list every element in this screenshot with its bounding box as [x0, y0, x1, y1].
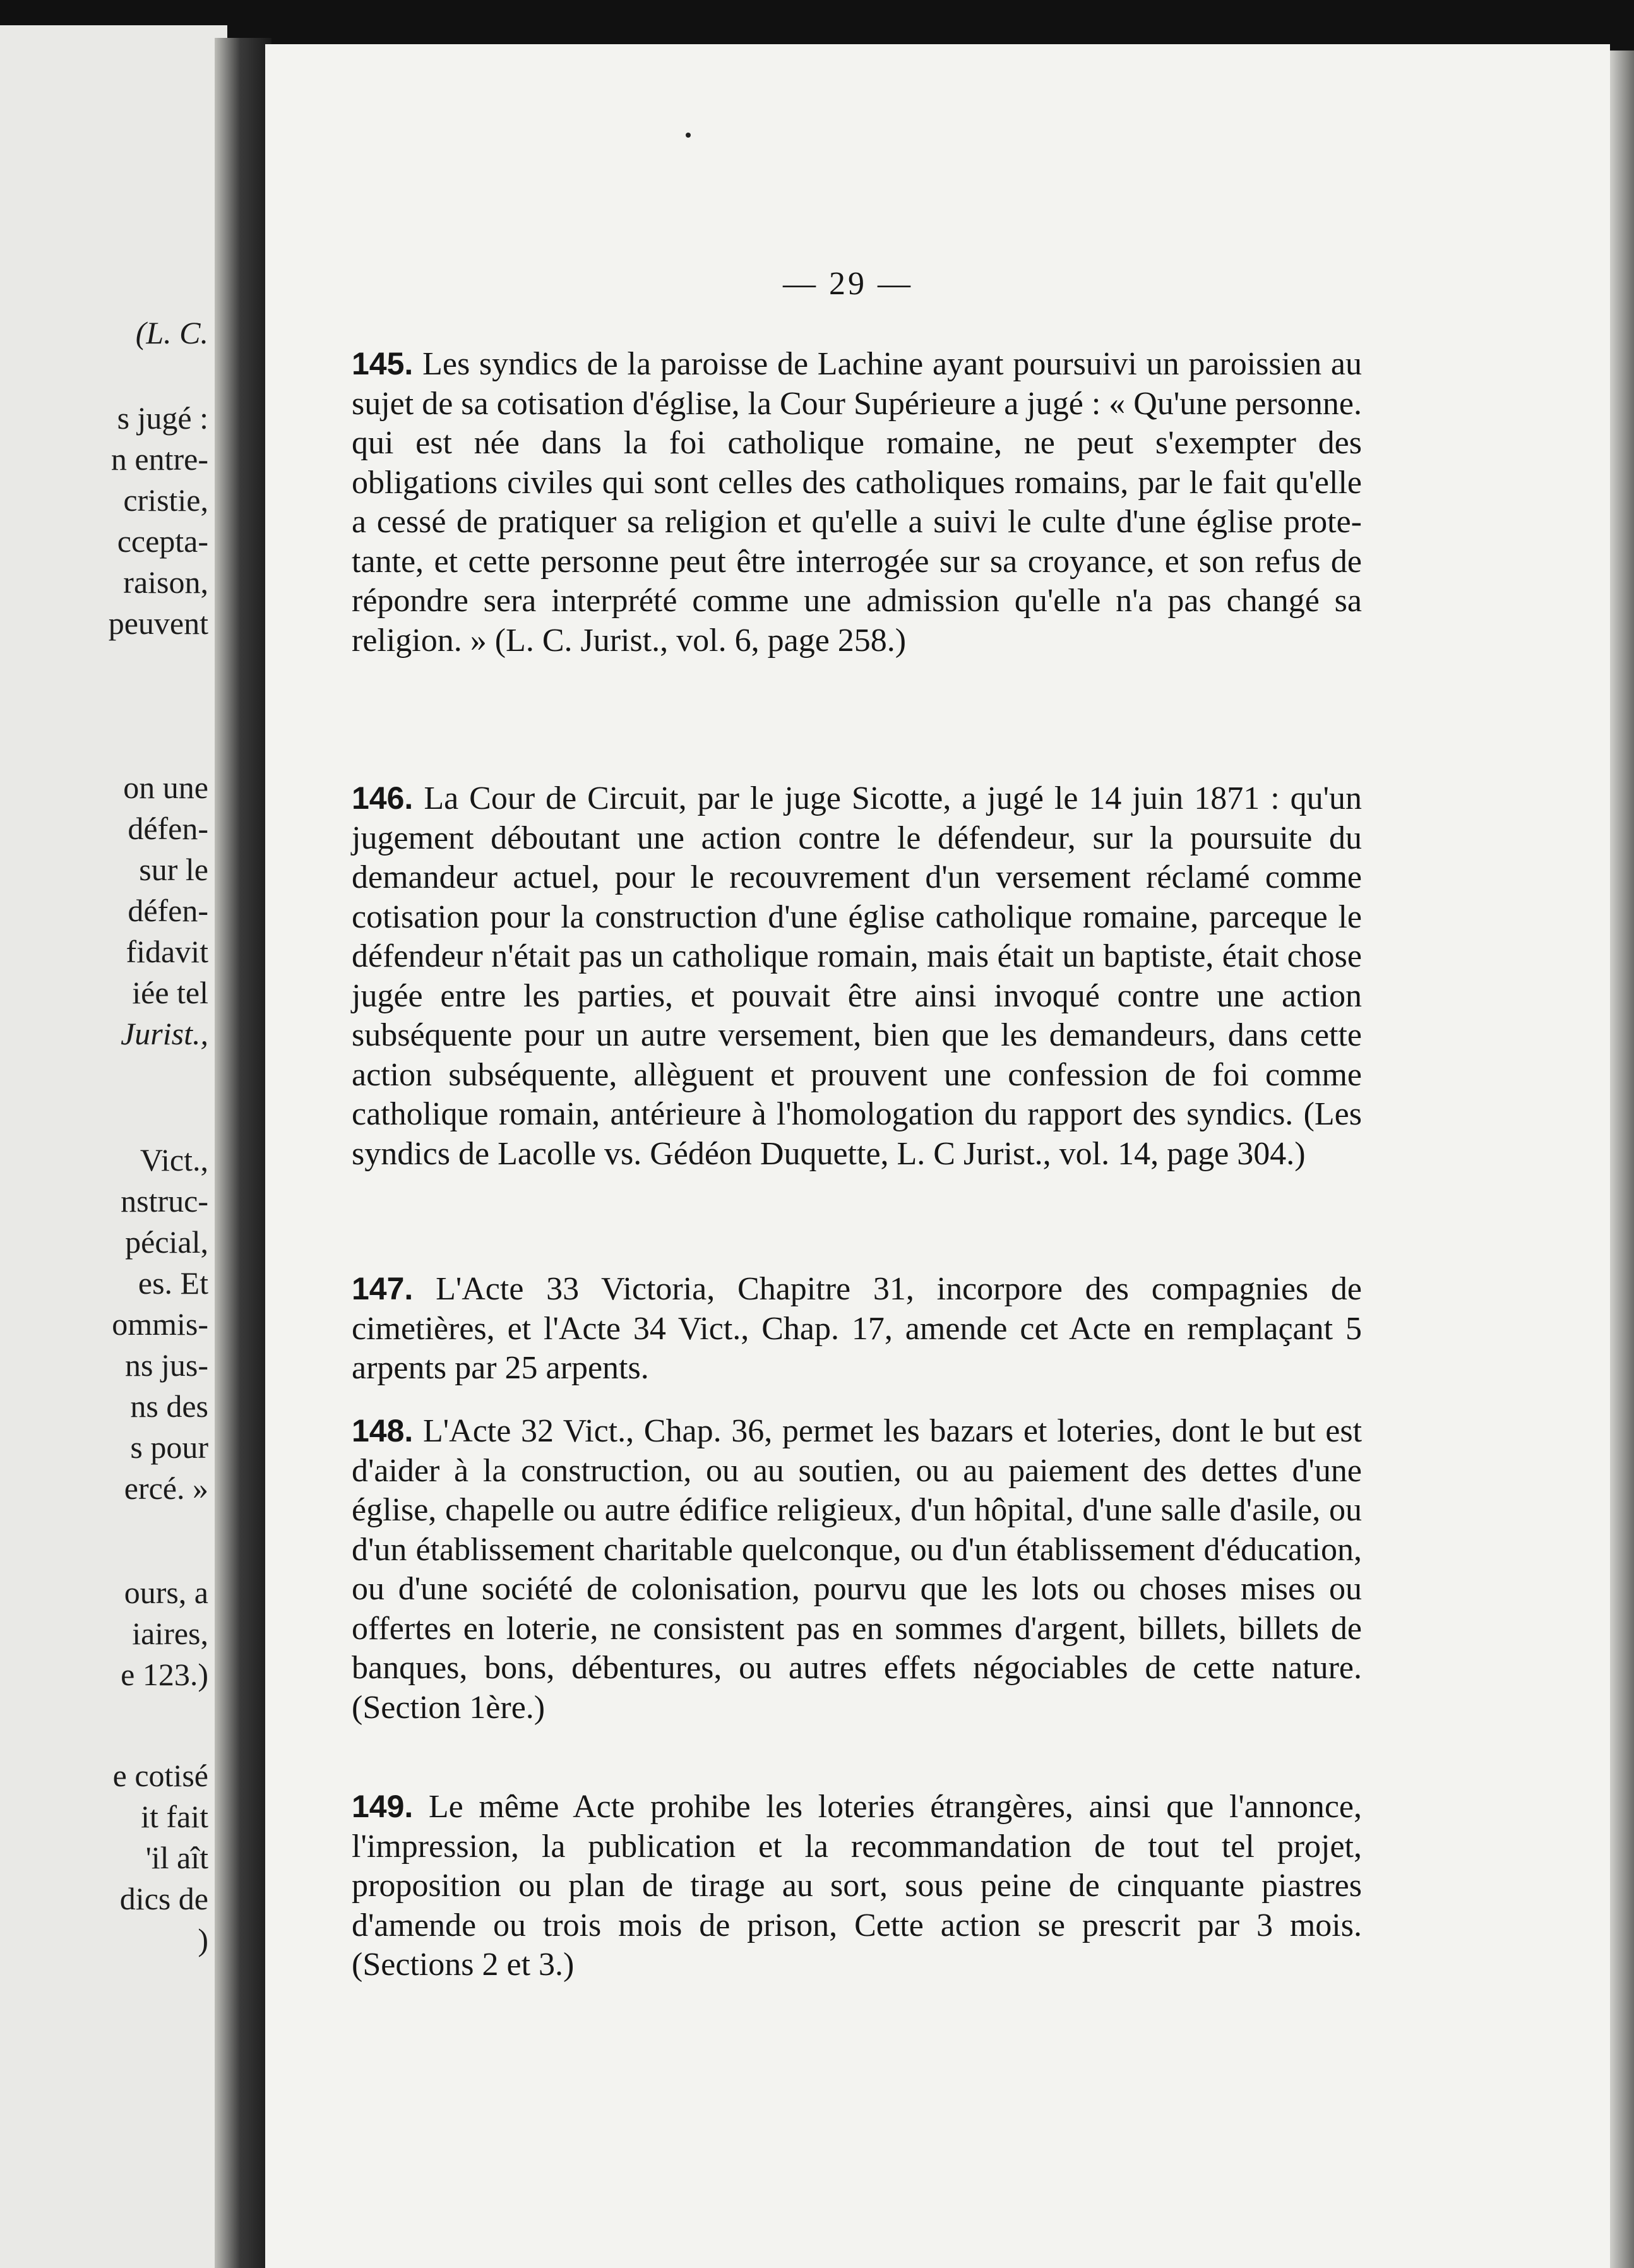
facing-page-fragment: ns jus-	[125, 1347, 208, 1383]
paragraph-text: La Cour de Circuit, par le juge Sicotte, a jugé le 14 juin 1871 : qu'un jugement déboutant une action contre le défendeur, sur la poursuite du demandeur actuel, pour le recouvrement d'un versement réclamé comme cotisation pour la construction d'une église catholique romaine, parceque le défendeur n'était pas un catholique romain, mais était un baptiste, était chose jugée entre les parties, et pouvait être ainsi invoqué contre une action subséquente pour un autre versement, bien que les demandeurs, dans cette action subséquente, allèguent et prouvent une confession de foi comme catholique romain, antérieure à l'homologation du rapport des syndics. (Les syndics de Lacolle vs. Gédéon Duquette, L. C Jurist., vol. 14, page 304.)	[352, 780, 1362, 1172]
facing-page-fragment: e cotisé	[112, 1758, 208, 1793]
facing-page-fragment: ours, a	[124, 1575, 208, 1610]
paragraph-148	[352, 1411, 1362, 1728]
facing-page-fragment: n entre-	[110, 441, 208, 477]
facing-page-fragment: )	[198, 1922, 208, 1957]
facing-page-fragment: fidavit	[126, 934, 208, 969]
speck	[686, 133, 691, 138]
facing-page-fragment: ercé. »	[124, 1471, 208, 1506]
facing-page-fragment: sur le	[139, 852, 208, 887]
facing-page-fragment: ommis-	[112, 1306, 208, 1342]
paragraph-number: 148.	[352, 1413, 414, 1448]
facing-page-fragment: s jugé :	[117, 400, 208, 436]
facing-page-fragment: es. Et	[138, 1265, 208, 1301]
facing-page-fragment: it fait	[141, 1799, 208, 1834]
facing-page-fragment: nstruc-	[121, 1183, 208, 1219]
paragraph-number: 149.	[352, 1789, 414, 1824]
facing-page-fragment: Jurist.,	[121, 1016, 208, 1051]
paragraph-145	[352, 344, 1362, 660]
paragraph-147	[352, 1269, 1362, 1388]
facing-page-fragment: défen-	[128, 893, 208, 928]
facing-page-fragment: cristie,	[123, 482, 208, 518]
paragraph-text: L'Acte 32 Vict., Chap. 36, permet les bazars et loteries, dont le but est d'aider à la construction, ou au soutien, ou au paiement des dettes d'une église, chapelle ou autre édifice religieux, d'un hôpital, d'une salle d'asile, ou d'un établissement charitable quelconque, ou d'un établissement d'éducation, ou d'une société de colonisation, pourvu que les lots ou choses mises ou offertes en loterie, ne consistent pas en sommes d'argent, billets, billets de banques, bons, débentures, ou autres effets négociables de cette nature. (Section 1ère.)	[352, 1413, 1363, 1726]
facing-page-fragment: iaires,	[132, 1616, 208, 1651]
facing-page-fragment: défen-	[128, 811, 208, 846]
facing-page-fragment: iée tel	[132, 975, 208, 1010]
page-number: — 29 —	[783, 266, 913, 302]
facing-page-fragment: e 123.)	[121, 1657, 208, 1692]
facing-page-fragment: ccepta-	[117, 523, 208, 559]
facing-page-fragment: peuvent	[108, 606, 208, 641]
paragraph-text: Les syndics de la paroisse de Lachine ayant poursuivi un paroissien au sujet de sa cotisation d'église, la Cour Supérieure a jugé : « Qu'une personne. qui est née dans la foi catholique romaine, ne peut s'exempter des obligations civiles qui sont celles des catholiques romains, par le fait qu'elle a cessé de pratiquer sa religion et qu'elle a suivi le culte d'une église prote-tante, et cette personne peut être interrogée sur sa croyance, et son refus de répondre sera interprété comme une admission qu'elle n'a pas changé sa religion. » (L. C. Jurist., vol. 6, page 258.)	[352, 346, 1363, 659]
facing-page-fragment: 'il aît	[145, 1840, 208, 1875]
facing-page-fragment: on une	[123, 770, 208, 805]
paragraph-text: Le même Acte prohibe les loteries étrangères, ainsi que l'annonce, l'impression, la publication et la recommandation de tout tel projet, proposition ou plan de tirage au sort, sous peine de cinquante piastres d'amende ou trois mois de prison, Cette action se prescrit par 3 mois. (Sections 2 et 3.)	[352, 1789, 1363, 1983]
facing-page-fragment: ns des	[130, 1388, 208, 1424]
paragraph-149	[352, 1787, 1362, 1985]
paragraph-number: 146.	[352, 780, 414, 816]
book-gutter	[215, 38, 271, 2268]
facing-page-fragment: dics de	[119, 1881, 208, 1916]
facing-page-fragment: pécial,	[125, 1224, 208, 1260]
paragraph-number: 145.	[352, 346, 414, 381]
facing-page-fragment: Vict.,	[140, 1142, 208, 1178]
facing-page-fragment: (L. C.	[135, 315, 208, 350]
facing-page-fragment: s pour	[130, 1429, 208, 1465]
paragraph-text: L'Acte 33 Victoria, Chapitre 31, incorpore des compagnies de cimetières, et l'Acte 34 Vict., Chap. 17, amende cet Acte en remplaçant 5 arpents par 25 arpents.	[352, 1271, 1362, 1386]
page-edge	[1610, 51, 1634, 2268]
paragraph-146	[352, 779, 1362, 1174]
facing-page-fragment: raison,	[123, 564, 208, 600]
paragraph-number: 147.	[352, 1271, 414, 1306]
